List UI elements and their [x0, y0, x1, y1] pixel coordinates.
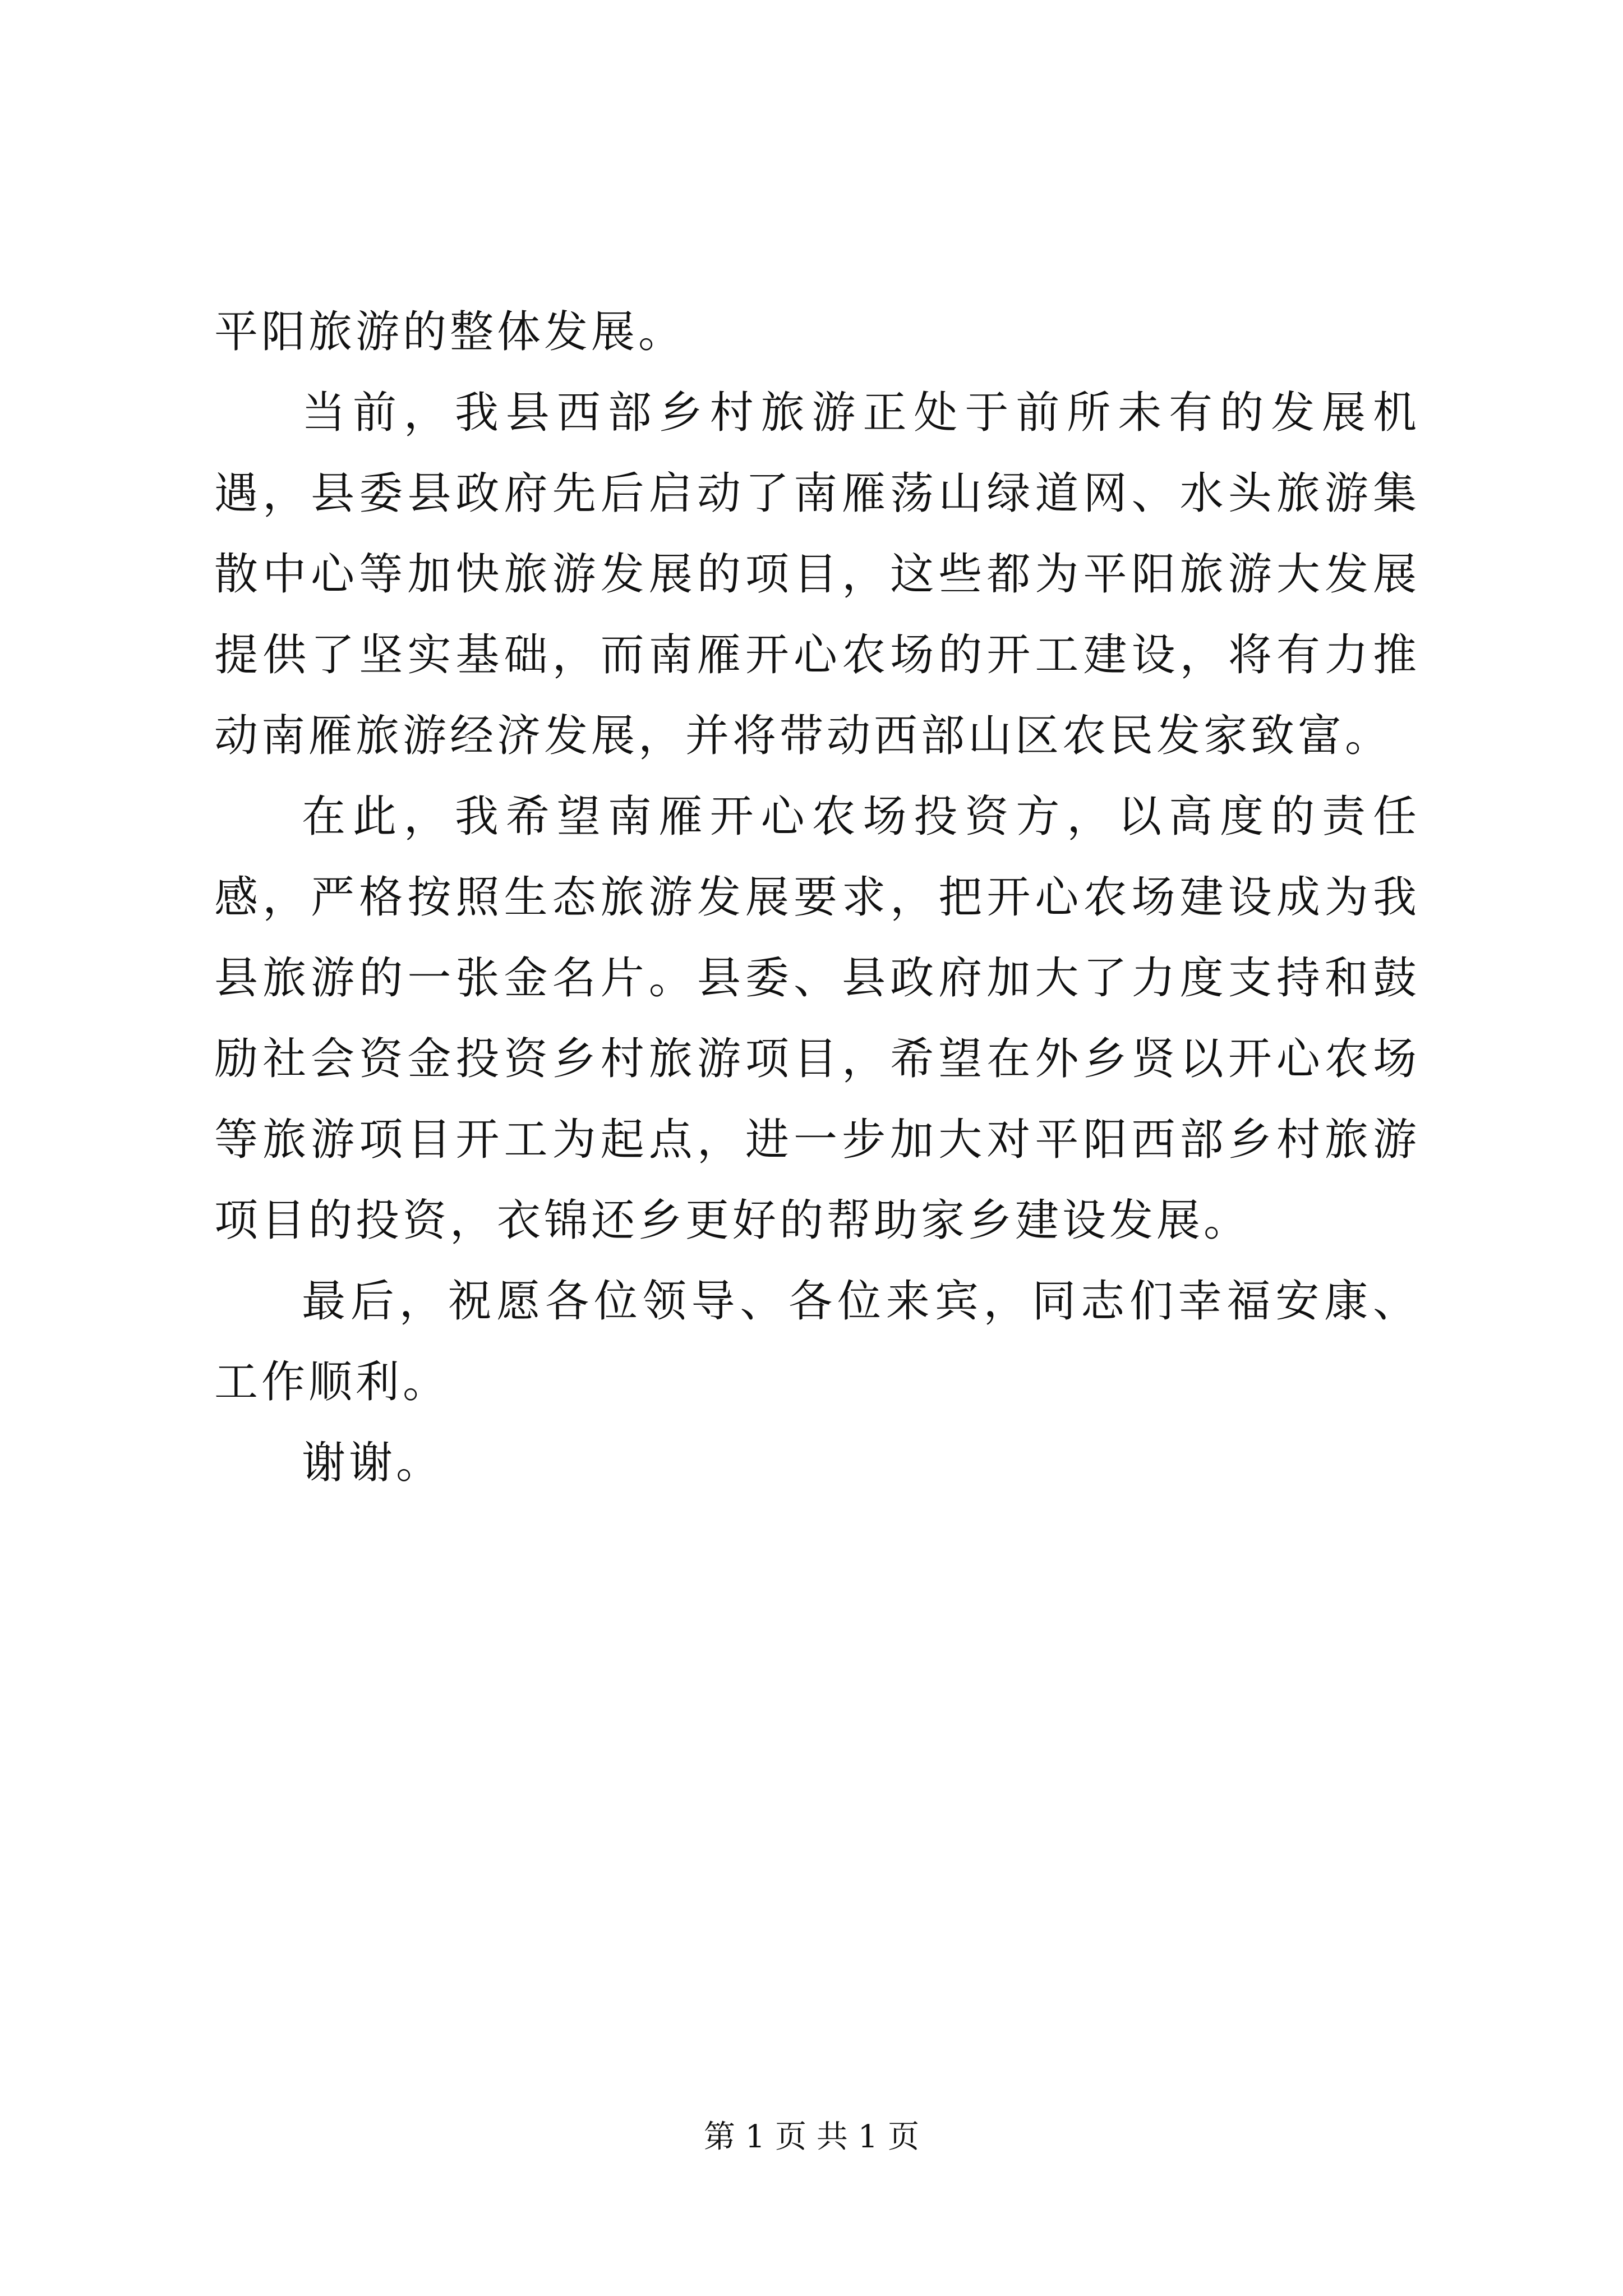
paragraph-continuation: 平阳旅游的整体发展。 [214, 307, 686, 357]
page-footer: 第 1 页 共 1 页 [703, 2119, 920, 2155]
paragraph-investor-hope: 在此，我希望南雁开心农场投资方，以高度的责任感，严格按照生态旅游发展要求，把开心农场建设成为我县旅游的一张金名片。县委、县政府加大了力度支持和鼓励社会资金投资乡村旅游项目，希望在外乡贤以开心农场等旅游项目开工为起点，进一步加大对平阳西部乡村旅游项目的投资，衣锦还乡更好的帮助家乡建设发展。 [214, 792, 1420, 1246]
paragraph-current-opportunity: 当前，我县西部乡村旅游正处于前所未有的发展机遇，县委县政府先后启动了南雁荡山绿道网、水头旅游集散中心等加快旅游发展的项目，这些都为平阳旅游大发展提供了坚实基础，而南雁开心农场的开工建设，将有力推动南雁旅游经济发展，并将带动西部山区农民发家致富。 [214, 388, 1420, 761]
paragraph-closing-wishes: 最后，祝愿各位领导、各位来宾，同志们幸福安康、工作顺利。 [214, 1276, 1420, 1407]
paragraph-thanks: 谢谢。 [302, 1438, 444, 1488]
document-body [214, 292, 1420, 1503]
